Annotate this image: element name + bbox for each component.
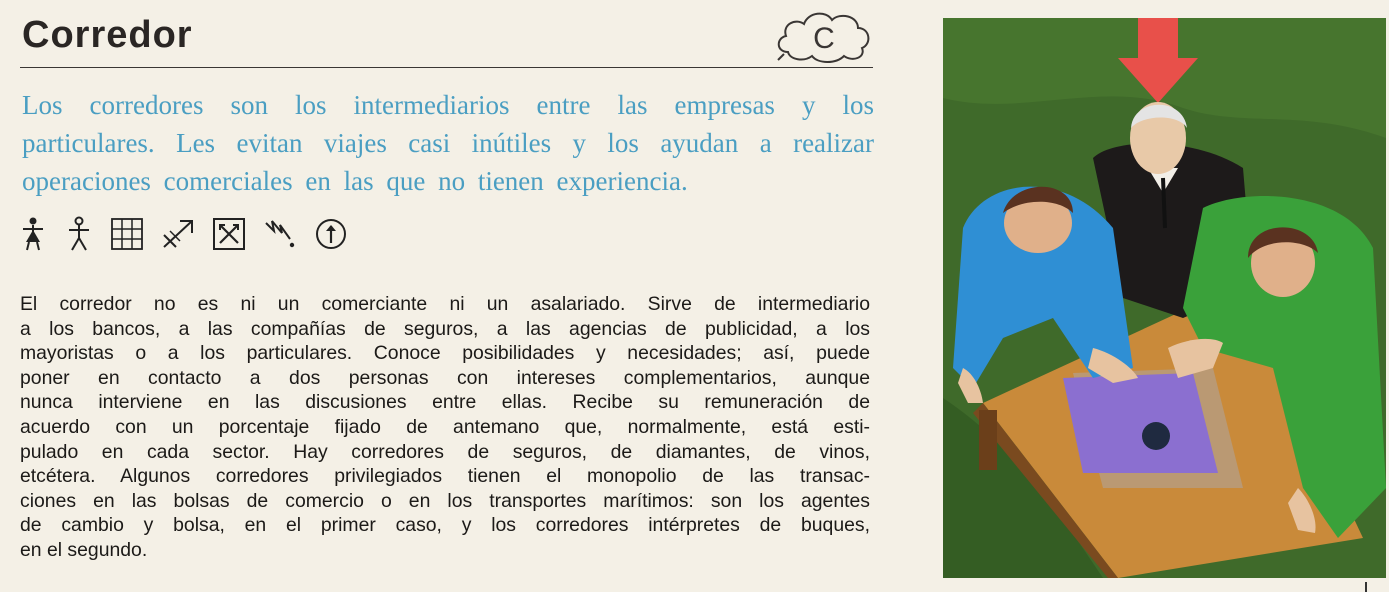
symbol-row xyxy=(18,212,348,256)
page-edge-mark xyxy=(1365,582,1367,592)
page-title: Corredor xyxy=(22,14,193,56)
body-line: ciones en las bolsas de comercio o en los transportes marítimos: son los agentes xyxy=(20,489,870,512)
body-line: El corredor no es ni un comerciante ni un asalariado. Sirve de intermediario xyxy=(20,293,870,315)
title-divider xyxy=(20,67,873,68)
body-line: a los bancos, a las compañías de seguros, a las agencias de publicidad, a los xyxy=(20,317,870,340)
body-line: poner en contacto a dos personas con intereses complementarios, aunque xyxy=(20,366,870,389)
arrow-up-right-icon xyxy=(160,217,196,251)
body-line: pulado en cada sector. Hay corredores de seguros, de diamantes, de vinos, xyxy=(20,440,870,463)
three-men-at-table-illustration xyxy=(943,18,1386,578)
body-line: de cambio y bolsa, en el primer caso, y los corredores intérpretes de buques, xyxy=(20,514,870,537)
body-line: etcétera. Algunos corredores privilegiados tienen el monopolio de las transac- xyxy=(20,465,870,488)
body-line: en el segundo. xyxy=(20,538,148,561)
body-line: nunca interviene en las discusiones entre ellas. Recibe su remuneración de xyxy=(20,391,870,414)
table-leg xyxy=(979,410,997,470)
folder xyxy=(1063,373,1218,473)
woman-figure-icon xyxy=(18,216,48,252)
intro-line: particulares. Les evitan viajes casi inútiles y los ayudan a realizar xyxy=(22,128,874,158)
badge-letter: C xyxy=(813,22,835,55)
body-line: mayoristas o a los particulares. Conoce posibilidades y necesidades; así, puede xyxy=(20,342,870,365)
circled-arrow-up-icon xyxy=(314,217,348,251)
zigzag-icon xyxy=(262,217,298,251)
folder-seal xyxy=(1142,422,1170,450)
intro-line: operaciones comerciales en las que no tienen experiencia. xyxy=(22,166,688,196)
body-paragraph xyxy=(20,292,870,563)
intro-paragraph xyxy=(22,86,874,200)
intro-line: Los corredores son los intermediarios entre las empresas y los xyxy=(22,90,874,120)
boxed-cross-icon xyxy=(212,217,246,251)
cloud-badge-icon xyxy=(774,8,874,64)
man-figure-icon xyxy=(64,216,94,252)
body-line: acuerdo con un porcentaje fijado de antemano que, normalmente, está esti- xyxy=(20,415,870,438)
grid-icon xyxy=(110,217,144,251)
